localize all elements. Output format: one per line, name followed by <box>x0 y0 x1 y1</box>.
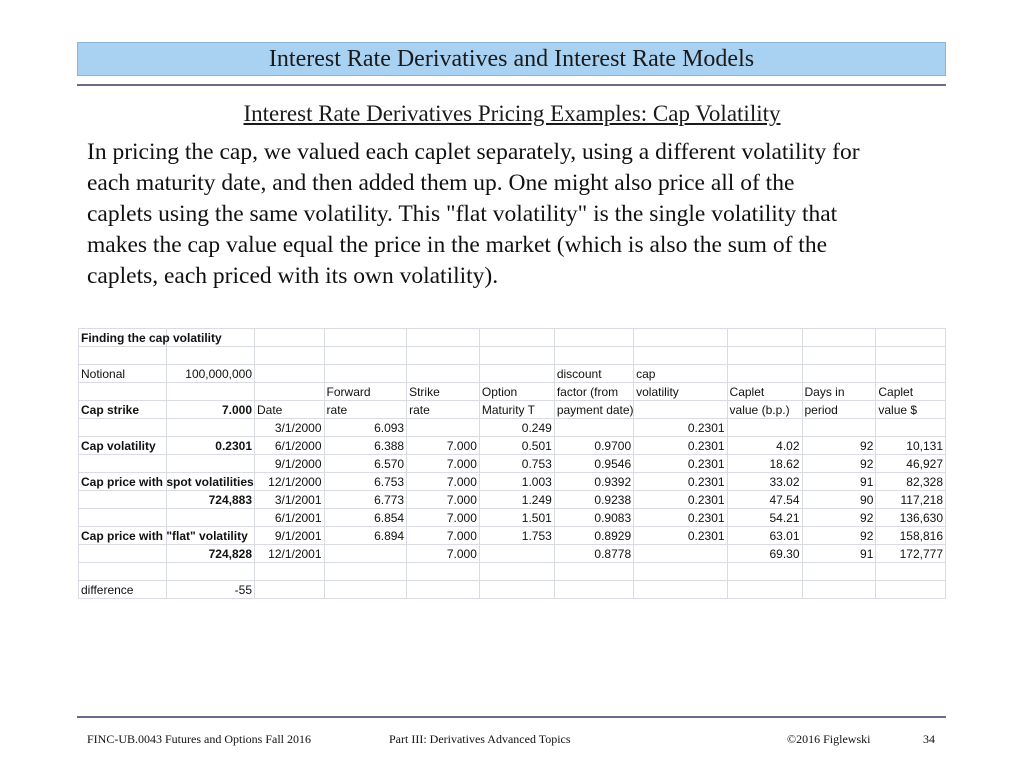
table-cell <box>79 491 167 509</box>
table-cell: 6.570 <box>324 455 407 473</box>
table-cell: 33.02 <box>727 473 802 491</box>
table-cell <box>79 545 167 563</box>
table-cell: factor (from <box>554 383 633 401</box>
table-cell: 7.000 <box>407 455 480 473</box>
table-cell: volatility <box>634 383 727 401</box>
table-cell: 158,816 <box>876 527 946 545</box>
table-cell: 54.21 <box>727 509 802 527</box>
table-cell <box>876 329 946 347</box>
table-cell: value $ <box>876 401 946 419</box>
table-cell: 0.9083 <box>554 509 633 527</box>
table-cell <box>479 329 554 347</box>
table-cell: Caplet <box>727 383 802 401</box>
table-cell <box>876 581 946 599</box>
table-cell: 92 <box>802 437 876 455</box>
table-cell: 100,000,000 <box>167 365 255 383</box>
body-paragraph <box>87 137 947 292</box>
table-cell: 7.000 <box>407 509 480 527</box>
table-cell: Finding the cap volatility <box>79 329 167 347</box>
footer-divider <box>77 716 946 718</box>
table-cell: 1.753 <box>479 527 554 545</box>
table-cell: 6.894 <box>324 527 407 545</box>
table-row <box>79 437 946 455</box>
table-cell <box>876 365 946 383</box>
table-cell <box>554 581 633 599</box>
table-cell: 1.003 <box>479 473 554 491</box>
table-row <box>79 491 946 509</box>
table-cell: 69.30 <box>727 545 802 563</box>
table-cell <box>407 581 480 599</box>
table-cell: Caplet <box>876 383 946 401</box>
table-cell <box>802 581 876 599</box>
table-cell: Maturity T <box>479 401 554 419</box>
table-cell: 4.02 <box>727 437 802 455</box>
table-cell <box>255 581 325 599</box>
table-cell <box>479 563 554 581</box>
table-cell: 10,131 <box>876 437 946 455</box>
table-cell: 7.000 <box>407 473 480 491</box>
table-cell <box>167 347 255 365</box>
table-cell <box>802 329 876 347</box>
table-cell: 7.000 <box>167 401 255 419</box>
body-line: caplets using the same volatility. This "flat volatility" is the single volatility that <box>87 201 838 227</box>
table-cell: 6.093 <box>324 419 407 437</box>
table-cell: 136,630 <box>876 509 946 527</box>
table-cell: 6.388 <box>324 437 407 455</box>
table-cell: 0.9546 <box>554 455 633 473</box>
table-cell: 91 <box>802 545 876 563</box>
table-cell: 6/1/2001 <box>255 509 325 527</box>
table-cell <box>634 329 727 347</box>
table-cell: 3/1/2000 <box>255 419 325 437</box>
table-row <box>79 509 946 527</box>
table-cell <box>876 563 946 581</box>
table-cell: 3/1/2001 <box>255 491 325 509</box>
table-cell: 1.501 <box>479 509 554 527</box>
table-cell: 0.2301 <box>634 437 727 455</box>
table-cell <box>407 347 480 365</box>
table-cell: Strike <box>407 383 480 401</box>
table-cell: Cap price with "flat" volatility <box>79 527 167 545</box>
table-cell: difference <box>79 581 167 599</box>
table-cell: 6.753 <box>324 473 407 491</box>
title-divider <box>77 84 946 86</box>
table-cell: 92 <box>802 509 876 527</box>
table-cell: 7.000 <box>407 545 480 563</box>
table-cell <box>324 365 407 383</box>
table-cell: 63.01 <box>727 527 802 545</box>
table-cell <box>167 455 255 473</box>
table-cell <box>554 419 633 437</box>
table-cell: 6/1/2000 <box>255 437 325 455</box>
table-cell: Cap price with spot volatilities <box>79 473 167 491</box>
body-line: caplets, each priced with its own volatility). <box>87 263 499 289</box>
table-cell: 92 <box>802 527 876 545</box>
footer-page-number: 34 <box>923 732 935 746</box>
table-cell <box>79 383 167 401</box>
table-cell <box>802 419 876 437</box>
table-cell <box>79 509 167 527</box>
table-row <box>79 563 946 581</box>
table-cell: 12/1/2000 <box>255 473 325 491</box>
table-cell: 7.000 <box>407 527 480 545</box>
table-cell <box>634 401 727 419</box>
table-cell: 0.501 <box>479 437 554 455</box>
table-cell <box>407 329 480 347</box>
body-line: each maturity date, and then added them up. One might also price all of the <box>87 170 795 196</box>
table-cell <box>802 365 876 383</box>
table-cell: 6.773 <box>324 491 407 509</box>
table-cell: 7.000 <box>407 437 480 455</box>
table-cell <box>167 383 255 401</box>
table-row <box>79 329 946 347</box>
table-cell: 9/1/2001 <box>255 527 325 545</box>
table-row <box>79 419 946 437</box>
table-cell <box>554 563 633 581</box>
table-cell: 0.753 <box>479 455 554 473</box>
table-cell <box>479 365 554 383</box>
table-cell <box>876 347 946 365</box>
table-cell: 18.62 <box>727 455 802 473</box>
table-cell: 12/1/2001 <box>255 545 325 563</box>
table-cell: Notional <box>79 365 167 383</box>
table-cell <box>167 509 255 527</box>
table-cell: 0.2301 <box>634 509 727 527</box>
table-cell: 82,328 <box>876 473 946 491</box>
table-cell <box>727 365 802 383</box>
table-cell: value (b.p.) <box>727 401 802 419</box>
table-cell <box>802 347 876 365</box>
table-row <box>79 347 946 365</box>
table-cell <box>407 563 480 581</box>
table-row <box>79 401 946 419</box>
table-cell: Forward <box>324 383 407 401</box>
table-row <box>79 473 946 491</box>
body-line: makes the cap value equal the price in the market (which is also the sum of the <box>87 232 827 258</box>
table-cell <box>324 347 407 365</box>
table-cell <box>727 419 802 437</box>
table-cell: 7.000 <box>407 491 480 509</box>
table-cell <box>255 347 325 365</box>
table-cell <box>479 581 554 599</box>
table-cell <box>324 545 407 563</box>
table-cell: 0.8778 <box>554 545 633 563</box>
table-cell: 0.2301 <box>634 473 727 491</box>
table-cell: 0.2301 <box>634 419 727 437</box>
table-cell: Cap volatility <box>79 437 167 455</box>
table-row <box>79 545 946 563</box>
table-cell: 1.249 <box>479 491 554 509</box>
table-cell: rate <box>407 401 480 419</box>
body-line: In pricing the cap, we valued each caplet separately, using a different volatility for <box>87 139 860 165</box>
table-cell <box>802 563 876 581</box>
table-cell <box>634 545 727 563</box>
slide-title-band <box>77 42 946 76</box>
table-cell <box>634 563 727 581</box>
table-cell: 47.54 <box>727 491 802 509</box>
table-cell: 0.2301 <box>634 455 727 473</box>
table-cell <box>324 581 407 599</box>
table-cell: 0.2301 <box>634 491 727 509</box>
table-cell: Days in <box>802 383 876 401</box>
table-cell <box>407 365 480 383</box>
table-cell <box>727 563 802 581</box>
cap-volatility-spreadsheet <box>78 328 946 599</box>
table-cell: 0.8929 <box>554 527 633 545</box>
table-cell: rate <box>324 401 407 419</box>
table-cell <box>255 563 325 581</box>
table-row <box>79 365 946 383</box>
table-cell: 0.9238 <box>554 491 633 509</box>
table-row <box>79 527 946 545</box>
footer-part: Part III: Derivatives Advanced Topics <box>389 732 571 746</box>
table-cell: cap <box>634 365 727 383</box>
table-cell: Date <box>255 401 325 419</box>
table-cell <box>79 419 167 437</box>
table-cell: 0.9392 <box>554 473 633 491</box>
table-cell <box>79 563 167 581</box>
slide-title: Interest Rate Derivatives and Interest Rate Models <box>268 45 755 72</box>
table-cell <box>727 581 802 599</box>
table-cell: 46,927 <box>876 455 946 473</box>
table-cell <box>324 329 407 347</box>
table-cell <box>167 563 255 581</box>
table-cell: 92 <box>802 455 876 473</box>
footer-course: FINC-UB.0043 Futures and Options Fall 2016 <box>87 732 312 746</box>
table-cell: payment date) <box>554 401 633 419</box>
table-cell <box>79 347 167 365</box>
table-cell <box>79 455 167 473</box>
table-cell <box>727 329 802 347</box>
table-cell <box>479 347 554 365</box>
table-cell <box>479 545 554 563</box>
table-cell <box>554 329 633 347</box>
slide-subtitle: Interest Rate Derivatives Pricing Examples: Cap Volatility <box>243 101 781 126</box>
table-cell: 724,828 <box>167 545 255 563</box>
table-cell: Cap strike <box>79 401 167 419</box>
table-cell <box>324 563 407 581</box>
table-cell: discount <box>554 365 633 383</box>
table-cell: 9/1/2000 <box>255 455 325 473</box>
table-cell: 91 <box>802 473 876 491</box>
table-row <box>79 455 946 473</box>
table-cell: Option <box>479 383 554 401</box>
table-cell <box>255 329 325 347</box>
table-cell <box>255 383 325 401</box>
table-cell: 0.9700 <box>554 437 633 455</box>
table-cell: 0.2301 <box>167 437 255 455</box>
table-cell <box>554 347 633 365</box>
table-cell: 90 <box>802 491 876 509</box>
table-cell <box>727 347 802 365</box>
table-row <box>79 581 946 599</box>
table-cell <box>255 365 325 383</box>
table-cell: 172,777 <box>876 545 946 563</box>
table-cell <box>876 419 946 437</box>
table-cell <box>634 581 727 599</box>
footer-copyright: ©2016 Figlewski <box>787 732 871 746</box>
table-cell: 117,218 <box>876 491 946 509</box>
table-cell: 0.2301 <box>634 527 727 545</box>
table-cell <box>407 419 480 437</box>
table-cell: period <box>802 401 876 419</box>
table-cell <box>634 347 727 365</box>
table-cell: 724,883 <box>167 491 255 509</box>
table-cell: -55 <box>167 581 255 599</box>
table-cell <box>167 419 255 437</box>
table-cell: 0.249 <box>479 419 554 437</box>
table-cell: 6.854 <box>324 509 407 527</box>
table-row <box>79 383 946 401</box>
